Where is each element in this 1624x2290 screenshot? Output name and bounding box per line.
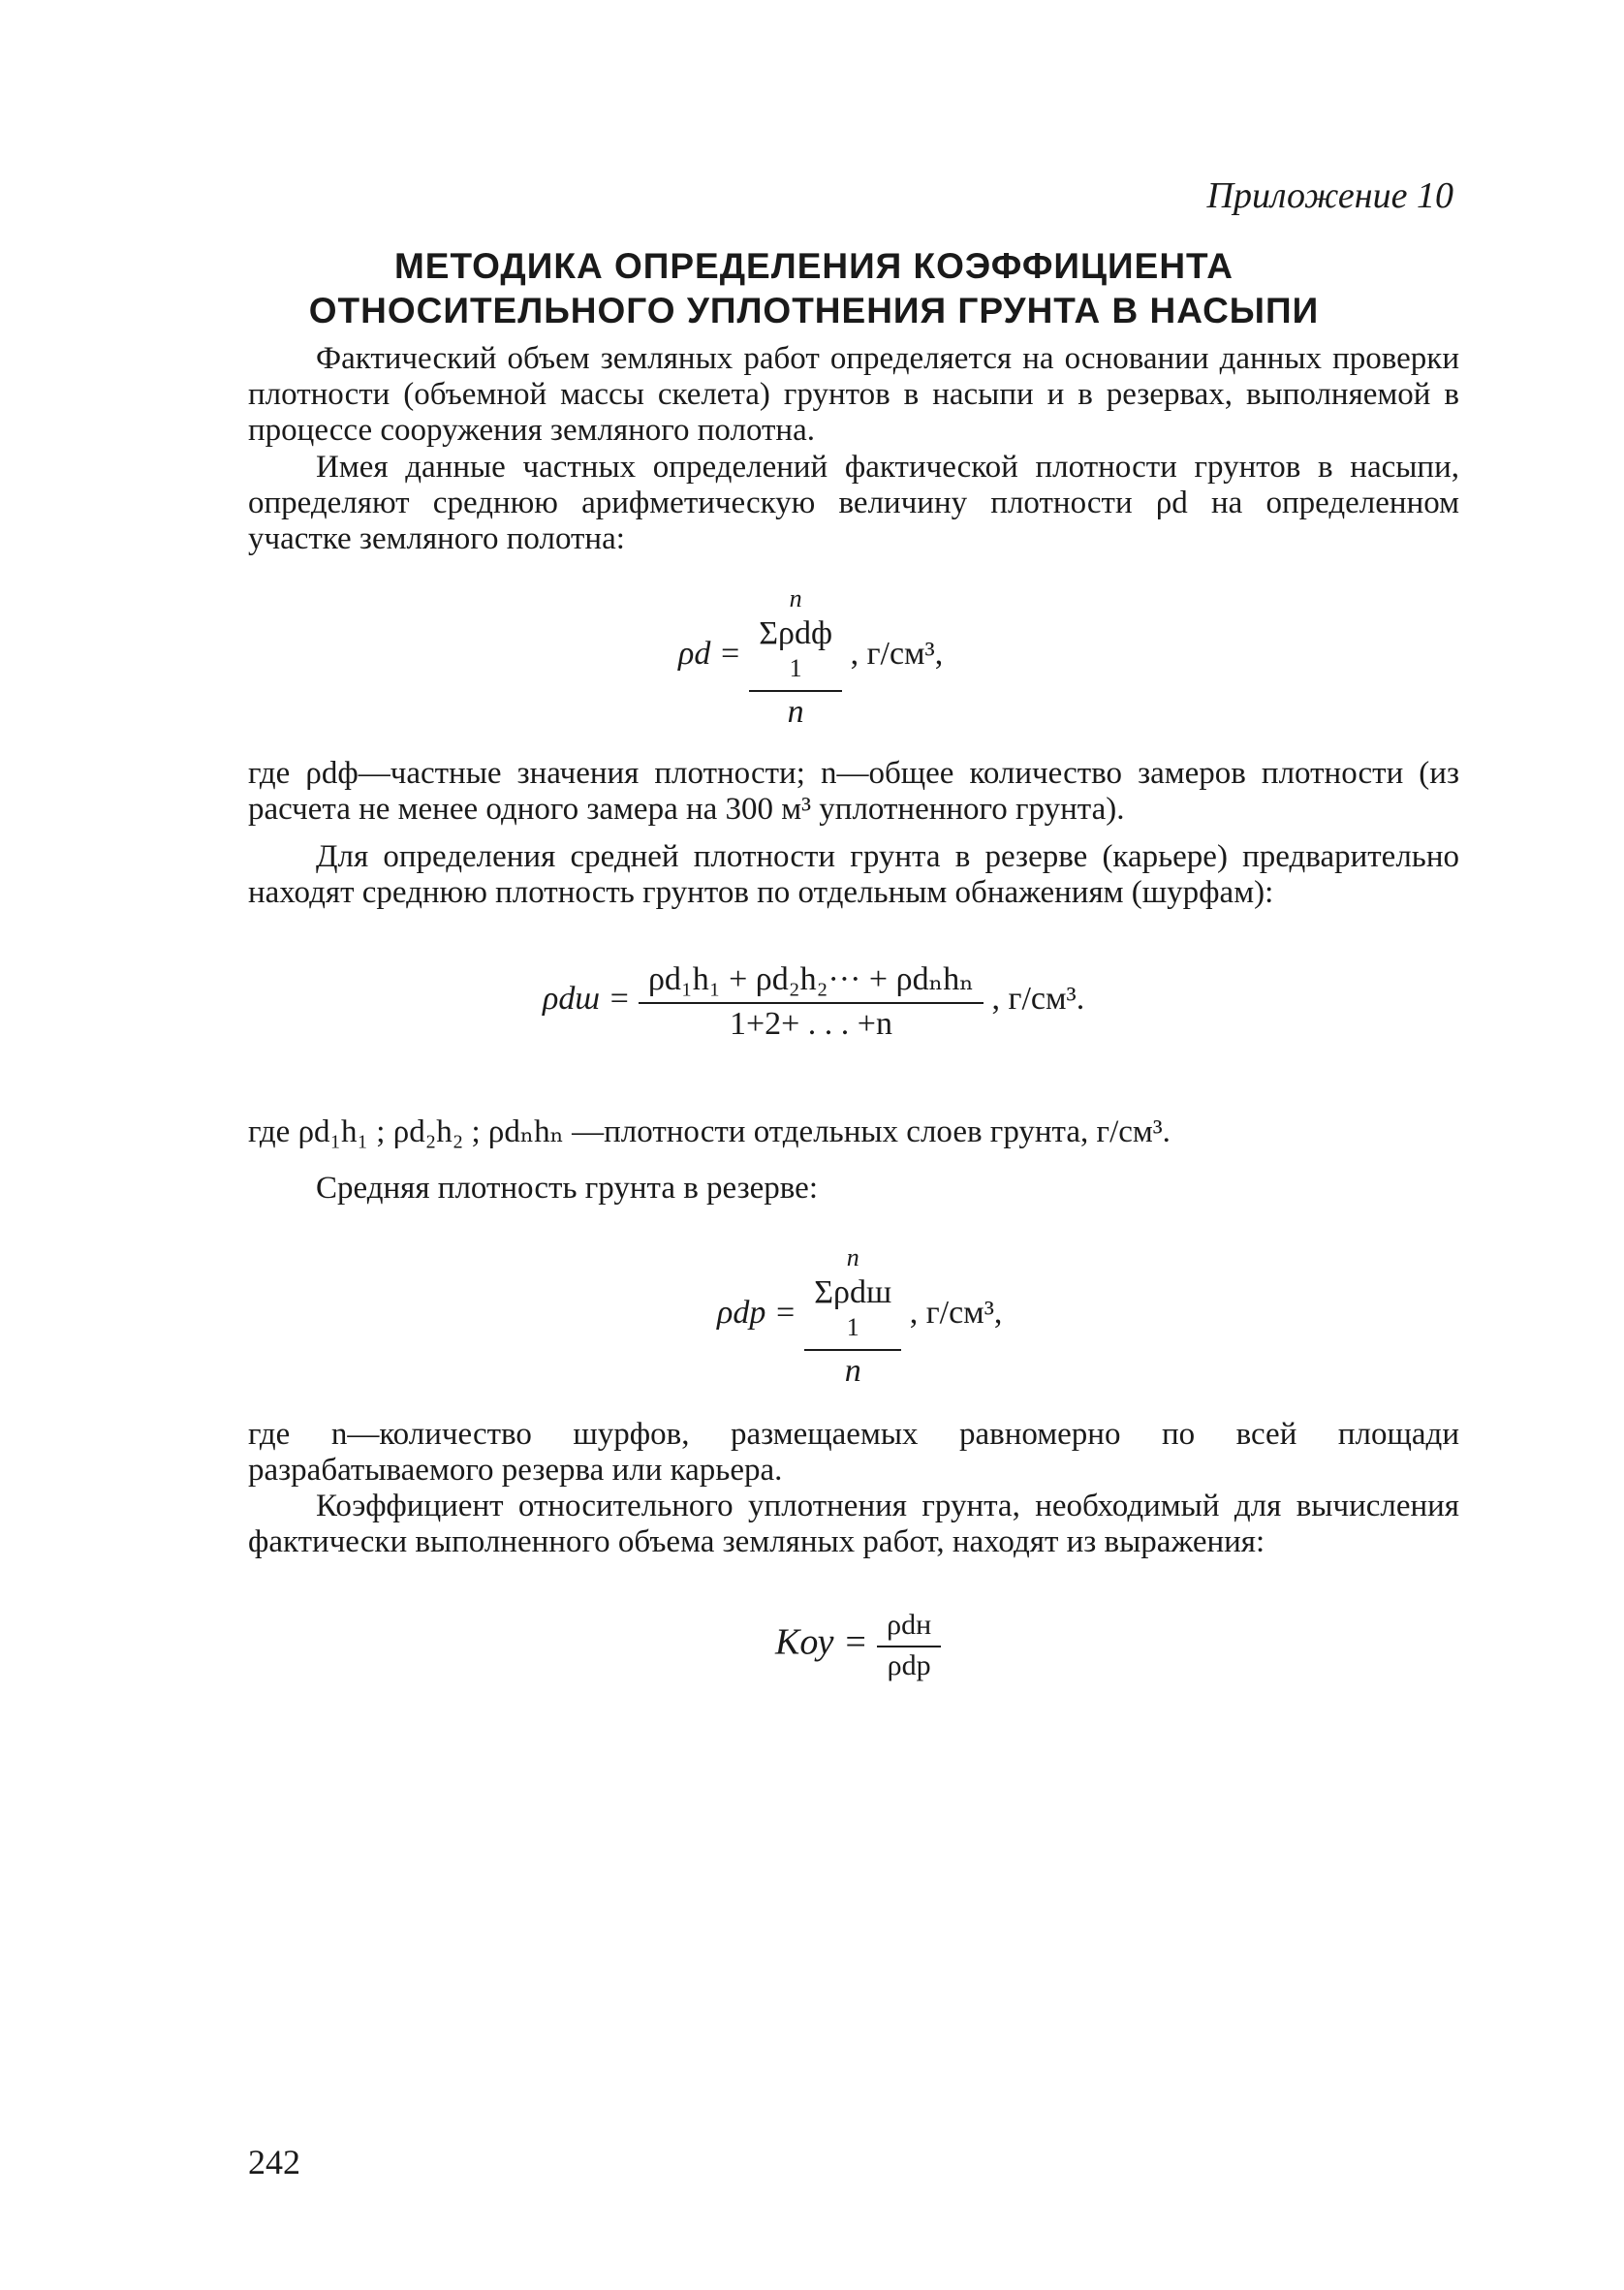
formula-3-upper-limit: n — [846, 1243, 859, 1271]
paragraph-6: Средняя плотность грунта в резерве: — [316, 1171, 818, 1206]
paragraph-3: где ρdф—частные значения плотности; n—общее количество замеров плотности (из расчета не менее одного замера на 300 м³ уплотненного грунта). — [248, 756, 1459, 827]
formula-4-numerator: ρdн — [877, 1609, 941, 1647]
paragraph-2: Имея данные частных определений фактической плотности грунтов в насыпи, определяют среднюю арифметическую величину плотности ρd на определенном участке земляного полотна: — [248, 450, 1459, 556]
formula-2-numerator: ρd₁h₁ + ρd₂h₂··· + ρdₙhₙ — [639, 959, 984, 1004]
formula-compaction-coefficient — [775, 1609, 941, 1682]
page-number: 242 — [248, 2143, 300, 2181]
paragraph-4: Для определения средней плотности грунта в резерве (карьере) предварительно находят среднюю плотность грунтов по отдельным обнажениям (шурфам): — [248, 839, 1459, 910]
paragraph-5: где ρd₁h₁ ; ρd₂h₂ ; ρdₙhₙ —плотности отдельных слоев грунта, г/см³. — [248, 1114, 1171, 1149]
title-line-1: МЕТОДИКА ОПРЕДЕЛЕНИЯ КОЭФФИЦИЕНТА — [393, 246, 1234, 286]
document-title — [233, 244, 1395, 333]
paragraph-8: Коэффициент относительного уплотнения грунта, необходимый для вычисления фактически выполненного объема земляных работ, находят из выражения: — [248, 1489, 1459, 1559]
formula-mean-density — [678, 581, 943, 731]
title-line-2: ОТНОСИТЕЛЬНОГО УПЛОТНЕНИЯ ГРУНТА В НАСЫПИ — [308, 291, 1320, 330]
formula-2-lhs: ρdш = — [543, 980, 631, 1017]
formula-1-denominator: n — [787, 694, 804, 730]
formula-4-fraction — [877, 1609, 941, 1682]
formula-reserve-density — [717, 1240, 1002, 1390]
formula-1-lhs: ρd = — [678, 635, 741, 672]
formula-3-sum: Σρdш — [814, 1274, 892, 1310]
formula-3-unit: , г/см³, — [909, 1294, 1003, 1331]
formula-1-fraction — [749, 581, 842, 731]
appendix-label: Приложение 10 — [1206, 175, 1453, 216]
formula-3-denominator: n — [844, 1353, 861, 1389]
formula-2-fraction — [639, 959, 984, 1043]
formula-2-denominator: 1+2+ . . . +n — [729, 1006, 892, 1042]
formula-3-fraction — [804, 1240, 901, 1390]
formula-1-unit: , г/см³, — [850, 635, 944, 672]
formula-3-lhs: ρdр = — [717, 1294, 796, 1331]
formula-1-upper-limit: n — [789, 584, 802, 612]
formula-pit-density — [543, 959, 1084, 1043]
paragraph-7: где n—количество шурфов, размещаемых равномерно по всей площади разрабатываемого резерва или карьера. — [248, 1417, 1459, 1488]
formula-4-lhs: Kоу = — [775, 1621, 868, 1663]
formula-1-lower-limit: 1 — [789, 654, 802, 682]
formula-3-lower-limit: 1 — [846, 1313, 859, 1341]
paragraph-1: Фактический объем земляных работ определяется на основании данных проверки плотности (объемной массы скелета) грунтов в насыпи и в резервах, выполняемой в процессе сооружения земляного полотна. — [248, 341, 1459, 448]
formula-4-denominator: ρdр — [887, 1649, 931, 1681]
formula-1-sum: Σρdф — [759, 615, 833, 651]
formula-2-unit: , г/см³. — [991, 980, 1085, 1017]
